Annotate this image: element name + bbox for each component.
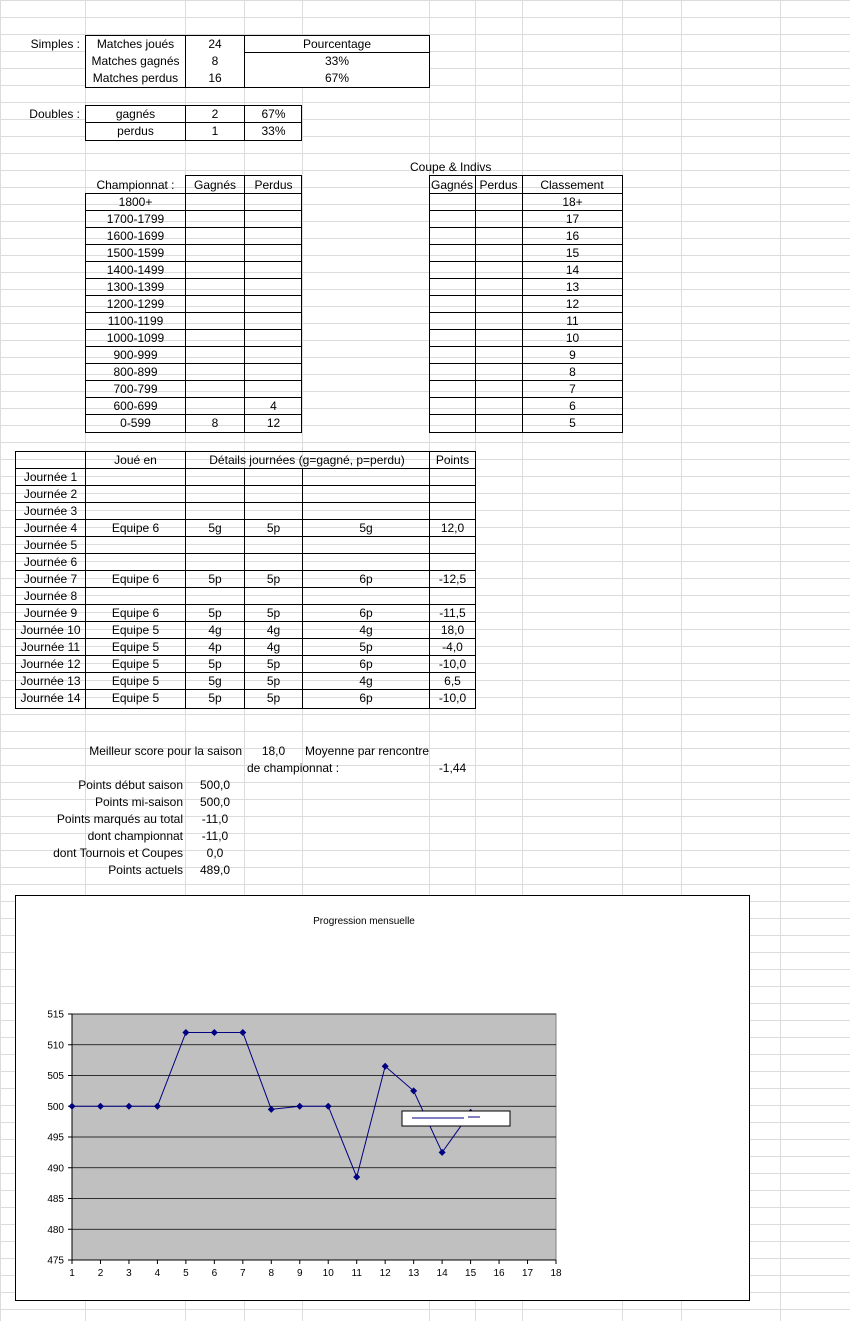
journee-detail-1 (186, 554, 244, 571)
coupe-perdus (476, 313, 522, 330)
x-tick-label: 15 (465, 1268, 477, 1279)
summary-label: Points début saison (78, 778, 183, 792)
x-tick-label: 12 (379, 1268, 391, 1279)
journee-label: Journée 10 (20, 623, 81, 637)
journee-points (430, 503, 475, 520)
journee-equipe (86, 469, 185, 486)
journee-label: Journée 2 (23, 487, 78, 501)
championnat-perdus: 12 (266, 416, 281, 430)
coupe-title: Coupe & Indivs (410, 160, 492, 174)
journee-detail-1 (186, 486, 244, 503)
journee-detail-3 (303, 503, 429, 520)
journee-label: Journée 5 (23, 538, 78, 552)
x-tick-label: 14 (436, 1268, 448, 1279)
journee-detail-2: 5p (266, 572, 281, 586)
y-tick-label: 510 (47, 1040, 64, 1052)
x-tick-label: 18 (550, 1268, 562, 1279)
chart-container[interactable] (15, 895, 750, 1301)
journee-detail-3: 5g (359, 521, 373, 535)
journee-points: 18,0 (440, 623, 465, 637)
coupe-perdus (476, 347, 522, 364)
coupe-classement: 7 (569, 382, 576, 396)
coupe-gagnes (430, 381, 475, 398)
championnat-perdus (245, 279, 302, 296)
doubles-row-label: gagnés (115, 107, 156, 121)
x-tick-label: 11 (351, 1268, 362, 1279)
championnat-range: 1300-1399 (106, 280, 165, 294)
championnat-perdus (245, 245, 302, 262)
championnat-range: 1700-1799 (106, 212, 165, 226)
journee-label: Journée 3 (23, 504, 78, 518)
journee-detail-1: 5g (208, 521, 222, 535)
coupe-perdus (476, 228, 522, 245)
coupe-gagnes (430, 228, 475, 245)
coupe-perdus (476, 262, 522, 279)
summary-label: dont championnat (87, 829, 183, 843)
championnat-perdus (245, 364, 302, 381)
championnat-perdus (245, 330, 302, 347)
journee-detail-3: 6p (359, 657, 373, 671)
journee-equipe: Equipe 6 (111, 606, 160, 620)
championnat-perdus (245, 228, 302, 245)
championnat-range: 1600-1699 (106, 229, 165, 243)
journee-detail-3: 4g (359, 623, 373, 637)
championnat-range: 1000-1099 (106, 331, 165, 345)
coupe-perdus (476, 330, 522, 347)
coupe-gagnes (430, 347, 475, 364)
journee-detail-1 (186, 537, 244, 554)
coupe-classement: 15 (565, 246, 580, 260)
summary-value: 500,0 (199, 795, 231, 809)
journee-detail-3 (303, 486, 429, 503)
journee-detail-1 (186, 588, 244, 605)
championnat-range: 600-699 (113, 399, 158, 413)
journee-equipe: Equipe 5 (111, 691, 160, 705)
journee-equipe (86, 537, 185, 554)
journee-detail-2: 5p (266, 674, 281, 688)
journee-equipe: Equipe 6 (111, 572, 160, 586)
coupe-perdus (476, 364, 522, 381)
x-tick-label: 10 (322, 1268, 334, 1279)
journee-equipe: Equipe 5 (111, 674, 160, 688)
journee-equipe (86, 503, 185, 520)
journee-points (430, 537, 475, 554)
y-tick-label: 485 (47, 1194, 64, 1205)
coupe-perdus-header: Perdus (479, 178, 518, 192)
x-tick-label: 9 (296, 1268, 303, 1279)
championnat-gagnes (186, 313, 244, 330)
coupe-gagnes (430, 194, 475, 211)
championnat-perdus (245, 194, 302, 211)
journee-equipe: Equipe 5 (111, 657, 160, 671)
simples-row-value: 8 (211, 54, 219, 68)
championnat-gagnes (186, 262, 244, 279)
x-tick-label: 2 (97, 1268, 104, 1279)
simples-row-label: Matches gagnés (91, 54, 180, 68)
journee-label: Journée 4 (23, 521, 78, 535)
journee-detail-2 (245, 588, 302, 605)
coupe-classement: 11 (566, 314, 579, 328)
journee-detail-3: 6p (359, 691, 373, 705)
summary-value: -11,0 (201, 829, 229, 843)
coupe-perdus (476, 398, 522, 415)
simples-row-value: 16 (208, 71, 222, 85)
x-tick-label: 6 (211, 1268, 218, 1279)
championnat-gagnes (186, 228, 244, 245)
championnat-gagnes-header: Gagnés (193, 178, 237, 192)
coupe-gagnes (430, 279, 475, 296)
coupe-perdus (476, 211, 522, 228)
journee-points (430, 469, 475, 486)
journee-detail-3 (303, 537, 429, 554)
championnat-range: 1400-1499 (106, 263, 165, 277)
average-label-1: Moyenne par rencontre (305, 744, 430, 758)
joue-en-header: Joué en (114, 453, 157, 467)
y-tick-label: 505 (47, 1071, 64, 1082)
championnat-perdus (245, 296, 302, 313)
journee-equipe: Equipe 6 (111, 521, 160, 535)
journee-points: 6,5 (444, 674, 461, 688)
journee-detail-2 (245, 503, 302, 520)
championnat-range: 900-999 (113, 348, 158, 362)
championnat-gagnes: 8 (211, 416, 219, 430)
journee-equipe: Equipe 5 (111, 623, 160, 637)
doubles-label: Doubles : (29, 107, 80, 121)
journee-equipe (86, 486, 185, 503)
simples-row-pct: 67% (324, 71, 350, 85)
coupe-perdus (476, 415, 522, 432)
journee-points (430, 588, 475, 605)
y-tick-label: 490 (47, 1163, 64, 1175)
journee-detail-3 (303, 469, 429, 486)
average-value: -1,44 (438, 761, 467, 775)
coupe-classement: 6 (569, 399, 576, 413)
championnat-perdus (245, 262, 302, 279)
x-tick-label: 1 (69, 1268, 75, 1279)
y-tick-label: 500 (47, 1101, 64, 1113)
x-tick-label: 4 (154, 1268, 161, 1279)
coupe-perdus (476, 296, 522, 313)
chart-legend (402, 1111, 510, 1126)
championnat-range: 1200-1299 (106, 297, 165, 311)
journee-points: -12,5 (438, 572, 467, 586)
coupe-gagnes (430, 330, 475, 347)
championnat-range: 700-799 (113, 382, 158, 396)
championnat-perdus-header: Perdus (254, 178, 293, 192)
coupe-classement: 10 (565, 331, 580, 345)
coupe-classement: 17 (565, 212, 580, 226)
journee-points: 12,0 (440, 521, 465, 535)
championnat-range: 1100-1199 (107, 314, 164, 328)
journee-detail-2 (245, 469, 302, 486)
journee-label: Journée 7 (23, 572, 78, 586)
journee-detail-2: 4g (266, 623, 281, 637)
journee-label: Journée 1 (23, 470, 78, 484)
x-tick-label: 17 (521, 1268, 534, 1279)
championnat-perdus (245, 381, 302, 398)
x-tick-label: 8 (268, 1268, 275, 1279)
journee-label: Journée 6 (23, 555, 78, 569)
journee-detail-2 (245, 554, 302, 571)
coupe-classement: 8 (569, 365, 576, 379)
line-chart (16, 896, 749, 1300)
championnat-gagnes (186, 364, 244, 381)
journee-equipe (86, 554, 185, 571)
championnat-perdus (245, 313, 302, 330)
journee-detail-3: 4g (359, 674, 373, 688)
average-label-2: de championnat : (247, 761, 340, 775)
summary-value: 489,0 (199, 863, 231, 877)
coupe-classement-header: Classement (540, 178, 604, 192)
simples-row-value: 24 (208, 37, 222, 51)
journee-label: Journée 11 (20, 640, 81, 654)
championnat-range: 800-899 (113, 365, 158, 379)
doubles-row-value: 1 (211, 124, 219, 138)
coupe-gagnes (430, 313, 475, 330)
doubles-row-value: 2 (211, 107, 219, 121)
journee-detail-2 (245, 486, 302, 503)
journee-label: Journée 9 (23, 606, 78, 620)
coupe-perdus (476, 194, 522, 211)
coupe-gagnes (430, 398, 475, 415)
best-score-label: Meilleur score pour la saison (89, 744, 242, 758)
doubles-row-pct: 33% (261, 124, 286, 138)
coupe-perdus (476, 245, 522, 262)
journee-detail-3: 6p (359, 572, 373, 586)
journee-detail-2: 4g (266, 640, 281, 654)
doubles-row-label: perdus (117, 124, 154, 138)
journee-detail-2: 5p (266, 606, 281, 620)
championnat-header: Championnat : (96, 178, 175, 192)
journee-detail-2: 5p (266, 691, 281, 705)
journee-points: -11,5 (439, 606, 466, 620)
coupe-gagnes (430, 415, 475, 432)
journee-equipe: Equipe 5 (111, 640, 160, 654)
doubles-row-pct: 67% (261, 107, 286, 121)
journee-detail-3 (303, 554, 429, 571)
journee-detail-1: 5p (208, 606, 222, 620)
simples-row-label: Matches joués (96, 37, 175, 51)
coupe-classement: 5 (569, 416, 576, 430)
journee-points: -10,0 (438, 691, 467, 705)
journee-points: -4,0 (442, 640, 463, 654)
championnat-gagnes (186, 279, 244, 296)
championnat-gagnes (186, 398, 244, 415)
coupe-gagnes (430, 211, 475, 228)
journee-detail-1 (186, 469, 244, 486)
journee-detail-2 (245, 537, 302, 554)
summary-label: Points actuels (108, 863, 183, 877)
coupe-gagnes (430, 296, 475, 313)
y-tick-label: 475 (47, 1255, 64, 1267)
championnat-gagnes (186, 347, 244, 364)
journee-label: Journée 8 (23, 589, 78, 603)
coupe-classement: 14 (565, 263, 580, 277)
championnat-gagnes (186, 245, 244, 262)
journee-detail-1: 5p (208, 657, 222, 671)
journee-detail-3: 6p (359, 606, 373, 620)
journee-detail-1 (186, 503, 244, 520)
journee-equipe (86, 588, 185, 605)
journee-points: -10,0 (438, 657, 467, 671)
x-tick-label: 13 (408, 1268, 420, 1279)
points-header: Points (435, 453, 470, 467)
championnat-gagnes (186, 211, 244, 228)
journee-detail-1: 5p (208, 572, 222, 586)
y-tick-label: 480 (47, 1224, 64, 1236)
journee-detail-3: 5p (359, 640, 373, 654)
simples-row-pct: Pourcentage (302, 37, 372, 51)
journee-detail-1: 4g (208, 623, 222, 637)
journee-label: Journée 13 (20, 674, 81, 688)
summary-value: 500,0 (199, 778, 231, 792)
journee-detail-1: 5g (208, 674, 222, 688)
summary-label: dont Tournois et Coupes (53, 846, 183, 860)
x-tick-label: 3 (126, 1268, 132, 1279)
x-tick-label: 16 (493, 1268, 505, 1279)
championnat-gagnes (186, 296, 244, 313)
championnat-gagnes (186, 381, 244, 398)
championnat-perdus: 4 (270, 399, 277, 413)
coupe-gagnes-header: Gagnés (430, 178, 474, 192)
coupe-classement: 16 (565, 229, 580, 243)
coupe-classement: 9 (569, 348, 576, 362)
journee-points (430, 554, 475, 571)
x-tick-label: 7 (240, 1268, 246, 1279)
coupe-gagnes (430, 245, 475, 262)
championnat-gagnes (186, 194, 244, 211)
x-tick-label: 5 (183, 1268, 189, 1279)
championnat-gagnes (186, 330, 244, 347)
simples-label: Simples : (30, 37, 80, 51)
championnat-range: 0-599 (120, 416, 151, 430)
championnat-perdus (245, 347, 302, 364)
journee-detail-1: 4p (208, 640, 222, 654)
coupe-gagnes (430, 364, 475, 381)
chart-title: Progression mensuelle (313, 916, 415, 927)
journee-points (430, 486, 475, 503)
coupe-perdus (476, 279, 522, 296)
summary-label: Points mi-saison (94, 795, 183, 809)
championnat-range: 1500-1599 (106, 246, 165, 260)
coupe-classement: 18+ (562, 195, 583, 209)
coupe-perdus (476, 381, 522, 398)
journee-label: Journée 12 (20, 657, 81, 671)
y-axis-ticks (47, 1010, 72, 1267)
simples-row-pct: 33% (324, 54, 350, 68)
journee-label: Journée 14 (20, 691, 81, 705)
summary-value: 0,0 (206, 846, 224, 860)
y-tick-label: 495 (47, 1132, 64, 1144)
y-tick-label: 515 (47, 1009, 64, 1021)
coupe-classement: 12 (565, 297, 580, 311)
championnat-perdus (245, 211, 302, 228)
coupe-classement: 13 (565, 280, 580, 294)
journee-detail-2: 5p (266, 521, 281, 535)
journee-detail-2: 5p (266, 657, 281, 671)
best-score-value: 18,0 (261, 744, 286, 758)
championnat-range: 1800+ (118, 195, 153, 209)
journee-detail-1: 5p (208, 691, 222, 705)
simples-row-label: Matches perdus (92, 71, 179, 85)
details-header: Détails journées (g=gagné, p=perdu) (209, 453, 405, 467)
journee-detail-3 (303, 588, 429, 605)
summary-value: -11,0 (201, 812, 229, 826)
summary-label: Points marqués au total (56, 812, 183, 826)
coupe-gagnes (430, 262, 475, 279)
